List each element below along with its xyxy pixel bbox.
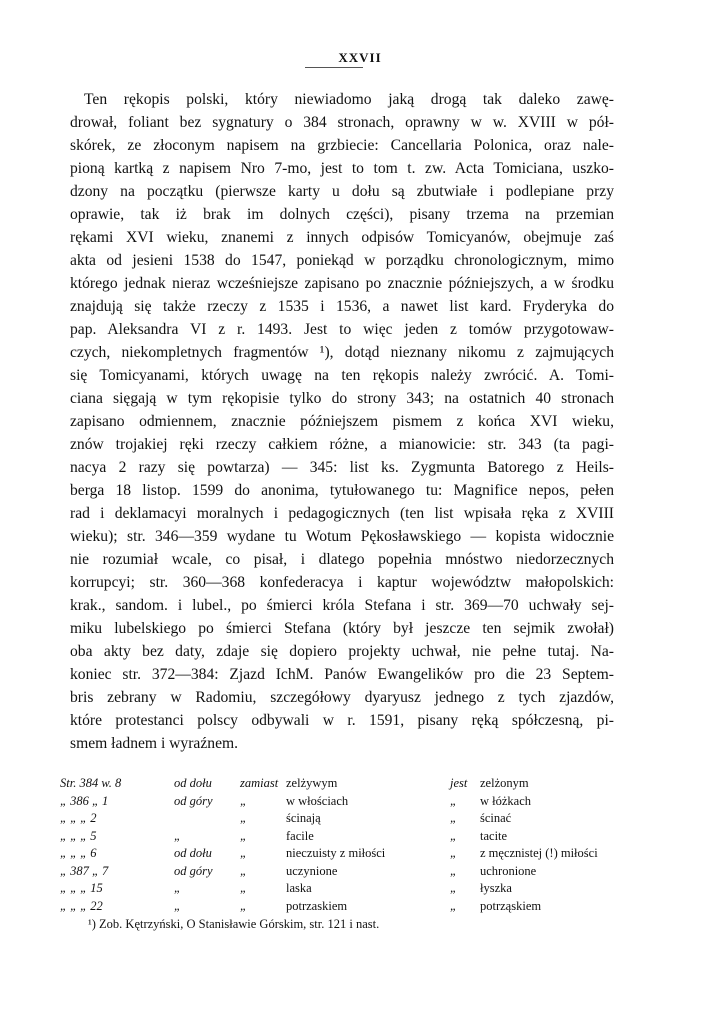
errata-correct-reading: zelżonym xyxy=(480,776,529,790)
errata-instead-mark: „ xyxy=(240,828,247,843)
errata-reference: „ 386 „ 1 xyxy=(60,793,109,808)
errata-instead-mark: zamiast xyxy=(240,776,279,790)
errata-reference: „ „ „ 15 xyxy=(60,881,103,895)
errata-is-mark: „ xyxy=(450,881,457,895)
errata-position: od dołu xyxy=(174,776,212,790)
errata-instead-mark: „ xyxy=(240,898,247,913)
errata-position: „ xyxy=(174,828,181,843)
body-line: dzony na początku (pierwsze karty u dołu są zbutwiałe i podlepiane przy xyxy=(70,183,614,200)
body-line: Ten rękopis polski, który niewiadomo jaką drogą tak daleko zawę- xyxy=(84,91,614,108)
errata-wrong-reading: potrzaskiem xyxy=(286,898,348,913)
errata-wrong-reading: w włościach xyxy=(286,793,349,808)
body-line: wieku); str. 346—359 wydane tu Wotum Pękosławskiego — kopista widocznie xyxy=(70,528,614,545)
errata-row xyxy=(60,898,640,916)
errata-correct-reading: potrząskiem xyxy=(480,898,542,913)
errata-row xyxy=(60,828,640,846)
footnote: ¹) Zob. Kętrzyński, O Stanisławie Górskim, str. 121 i nast. xyxy=(88,917,380,931)
errata-is-mark: „ xyxy=(450,898,457,913)
body-line: czych, niekompletnych fragmentów ¹), dotąd nieznany nikomu z zajmujących xyxy=(70,344,614,361)
errata-reference: „ „ „ 2 xyxy=(60,811,97,825)
body-line: korrupcyi; str. 360—368 konfederacya i kaptur województw małopolskich: xyxy=(70,574,614,591)
body-line: nacya 2 razy się powtarza) — 345: list ks. Zygmunta Batorego z Heils- xyxy=(70,459,614,476)
errata-wrong-reading: facile xyxy=(286,828,314,843)
body-line: smem ładnem i wyraźnem. xyxy=(70,735,239,752)
errata-position: „ xyxy=(174,898,181,913)
body-line: berga 18 listop. 1599 do anonima, tytułowanego tu: Magnifice nepos, pełen xyxy=(70,482,614,499)
errata-reference: „ „ „ 22 xyxy=(60,898,103,913)
body-line: oprawie, tak iż brak im dolnych części), pisany trzema na przemian xyxy=(70,206,614,223)
errata-correct-reading: ścinać xyxy=(480,811,512,825)
errata-instead-mark: „ xyxy=(240,863,247,878)
errata-wrong-reading: laska xyxy=(286,881,312,895)
errata-wrong-reading: nieczuisty z miłości xyxy=(286,846,386,860)
main-paragraph xyxy=(70,88,614,755)
errata-instead-mark: „ xyxy=(240,846,247,860)
errata-row xyxy=(60,863,640,881)
errata-position: „ xyxy=(174,881,181,895)
errata-table xyxy=(60,775,640,915)
errata-instead-mark: „ xyxy=(240,881,247,895)
body-line: bris zebrany w Radomiu, szczegółowy dyaryusz jednego z tych zjazdów, xyxy=(70,689,614,706)
errata-row xyxy=(60,775,640,793)
body-line: rad i deklamacyi moralnych i pedagogicznych (ten list wpisała ręka z XVIII xyxy=(70,505,614,522)
errata-position: od góry xyxy=(174,793,213,808)
errata-row xyxy=(60,810,640,828)
body-line: oba akty bez daty, zdaje się dopiero projekty uchwał, nie pełne tutaj. Na- xyxy=(70,643,614,660)
errata-wrong-reading: zelżywym xyxy=(286,776,338,790)
errata-is-mark: „ xyxy=(450,863,457,878)
body-line: nie rozumiał wcale, co pisał, i dlatego popełnia mnóstwo niedorzecznych xyxy=(70,551,614,568)
errata-is-mark: „ xyxy=(450,828,457,843)
errata-correct-reading: w łóżkach xyxy=(480,793,532,808)
body-line: znów trojakiej ręki rzeczy całkiem różne, a mianowicie: str. 343 (ta pagi- xyxy=(70,436,614,453)
body-line: znajdują się także rzeczy z 1535 i 1536, a nawet list kard. Fryderyka do xyxy=(70,298,614,315)
body-line: rękami XVI wieku, znanemi z innych odpisów Tomicyanów, obejmuje zaś xyxy=(70,229,614,246)
page-number: XXVII xyxy=(338,50,382,65)
errata-reference: Str. 384 w. 8 xyxy=(60,776,122,790)
errata-position: od dołu xyxy=(174,846,212,860)
body-line: zapisano odmiennem, znacznie późniejszem pismem z końca XVI wieku, xyxy=(70,413,614,430)
errata-instead-mark: „ xyxy=(240,811,247,825)
errata-reference: „ „ „ 5 xyxy=(60,828,97,843)
body-line: które protestanci polscy odbywali w r. 1591, pisany ręką spółczesną, pi- xyxy=(70,712,614,729)
errata-correct-reading: łyszka xyxy=(480,881,512,895)
body-line: skórek, ze złoconym napisem na grzbiecie: Cancellaria Polonica, oraz nale- xyxy=(70,137,614,154)
body-line: pap. Aleksandra VI z r. 1493. Jest to więc jeden z tomów przygotowaw- xyxy=(70,321,614,338)
errata-wrong-reading: ścinają xyxy=(286,811,321,825)
errata-correct-reading: z męcznistej (!) miłości xyxy=(480,846,598,860)
body-line: drował, foliant bez sygnatury o 384 stronach, oprawny w w. XVIII w pół- xyxy=(70,114,614,131)
body-line: ciana sięgają w tym rękopisie tylko do strony 343; na ostatnich 40 stronach xyxy=(70,390,614,407)
errata-correct-reading: uchronione xyxy=(480,863,537,878)
errata-instead-mark: „ xyxy=(240,793,247,808)
errata-reference: „ 387 „ 7 xyxy=(60,863,109,878)
errata-correct-reading: tacite xyxy=(480,828,508,843)
errata-is-mark: „ xyxy=(450,811,457,825)
errata-row xyxy=(60,845,640,863)
body-line: koniec str. 372—384: Zjazd IchM. Panów Ewangelików pro die 23 Septem- xyxy=(70,666,614,683)
body-line: akta od jesieni 1538 do 1547, poniekąd w porządku chronologicznym, mimo xyxy=(70,252,614,269)
header-rule xyxy=(305,67,363,68)
errata-is-mark: „ xyxy=(450,846,457,860)
body-line: pioną kartką z napisem Nro 7-mo, jest to tom t. zw. Acta Tomiciana, uszko- xyxy=(70,160,614,177)
body-line: miku lubelskiego po śmierci Stefana (który był jeszcze ten sejmik zwołał) xyxy=(70,620,614,637)
errata-wrong-reading: uczynione xyxy=(286,863,338,878)
body-line: się Tomicyanami, których uwagę na ten rękopis należy zwrócić. A. Tomi- xyxy=(70,367,614,384)
errata-is-mark: jest xyxy=(450,776,468,790)
errata-is-mark: „ xyxy=(450,793,457,808)
errata-reference: „ „ „ 6 xyxy=(60,846,97,860)
body-line: którego jednak nieraz wcześniejsze zapisano po znacznie późniejszych, a w środku xyxy=(70,275,614,292)
errata-position: od góry xyxy=(174,863,213,878)
errata-row xyxy=(60,793,640,811)
errata-row xyxy=(60,880,640,898)
body-line: krak., sandom. i lubel., po śmierci króla Stefana i str. 369—70 uchwały sej- xyxy=(70,597,614,614)
